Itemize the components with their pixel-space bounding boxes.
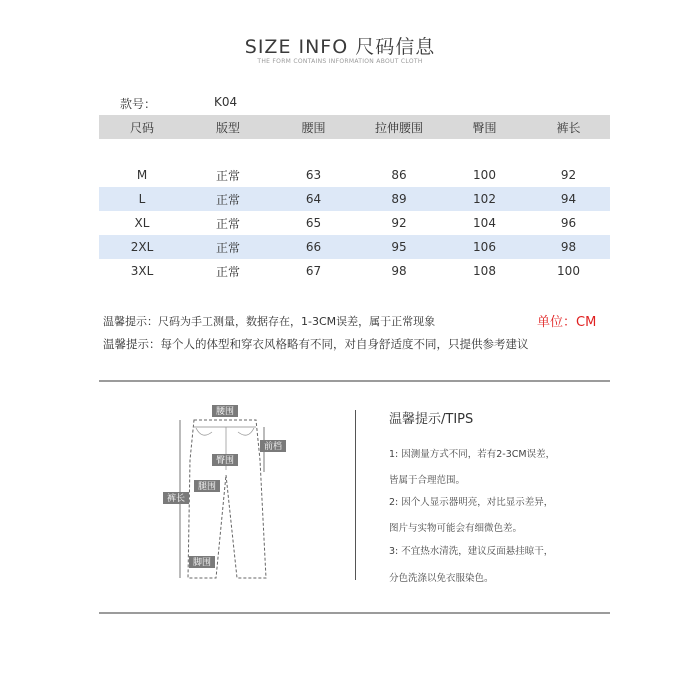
page-subtitle: THE FORM CONTAINS INFORMATION ABOUT CLOTH	[257, 58, 423, 65]
label-waist: 腰围	[215, 407, 235, 417]
table-header-row	[99, 115, 610, 139]
header-waist: 腰围	[301, 120, 326, 135]
cell-stretch-waist: 92	[391, 216, 407, 230]
pocket-right	[238, 428, 254, 435]
table-row	[99, 163, 610, 187]
table-row	[99, 187, 610, 211]
cell-size: M	[136, 168, 148, 182]
cell-waist: 67	[305, 264, 322, 278]
size-table	[99, 115, 610, 283]
header-fit: 版型	[215, 120, 240, 135]
pants-outline	[188, 420, 266, 578]
tip-line: 皆属于合理范围。	[389, 475, 466, 486]
table-spacer	[99, 139, 610, 163]
cell-length: 94	[560, 192, 577, 206]
cell-size: L	[138, 192, 146, 206]
header-hip: 臀围	[472, 120, 497, 135]
pants-diagram	[160, 400, 300, 580]
table-row	[99, 259, 610, 283]
unit-label: 单位：CM	[537, 315, 597, 330]
cell-fit: 正常	[215, 216, 240, 231]
note-measurement: 温馨提示：尺码为手工测量，数据存在，1-3CM误差，属于正常现象	[103, 315, 436, 328]
model-label: 款号：	[120, 97, 157, 111]
cell-fit: 正常	[215, 240, 240, 255]
pocket-left	[196, 428, 212, 435]
cell-waist: 64	[305, 192, 322, 206]
header-size: 尺码	[129, 120, 154, 135]
cell-hip: 102	[473, 192, 496, 206]
note-fit: 温馨提示：每个人的体型和穿衣风格略有不同，对自身舒适度不同，只提供参考建议	[103, 337, 529, 351]
label-hip: 臀围	[215, 456, 235, 466]
header-length: 裤长	[556, 120, 581, 135]
cell-stretch-waist: 98	[391, 264, 407, 278]
cell-length: 96	[560, 216, 577, 230]
cell-fit: 正常	[215, 264, 240, 279]
label-length: 裤长	[166, 494, 186, 504]
divider-top	[99, 380, 610, 382]
cell-hip: 106	[473, 240, 496, 254]
table-row	[99, 211, 610, 235]
cell-fit: 正常	[215, 168, 240, 183]
cell-length: 98	[560, 240, 577, 254]
model-value: K04	[214, 95, 238, 109]
label-thigh: 腿围	[197, 482, 217, 492]
tip-line: 2: 因个人显示器明亮，对比显示差异，	[389, 497, 554, 508]
cell-stretch-waist: 89	[391, 192, 407, 206]
cell-hip: 108	[473, 264, 496, 278]
cell-hip: 104	[473, 216, 496, 230]
cell-fit: 正常	[215, 192, 240, 207]
cell-length: 92	[560, 168, 577, 182]
cell-length: 100	[557, 264, 580, 278]
cell-size: 3XL	[130, 264, 154, 278]
cell-hip: 100	[473, 168, 496, 182]
tip-line: 1: 因测量方式不同，若有2-3CM误差，	[389, 449, 556, 460]
divider-vertical	[355, 410, 356, 580]
cell-stretch-waist: 86	[391, 168, 407, 182]
tip-line: 3: 不宜热水清洗，建议反面悬挂晾干，	[389, 546, 554, 557]
tips-title: 温馨提示/TIPS	[389, 412, 474, 427]
label-hem: 脚围	[192, 558, 212, 568]
cell-waist: 65	[305, 216, 322, 230]
divider-bottom	[99, 612, 610, 614]
cell-size: 2XL	[130, 240, 154, 254]
label-rise: 前档	[263, 442, 283, 452]
cell-size: XL	[134, 216, 150, 230]
cell-waist: 63	[305, 168, 322, 182]
cell-waist: 66	[305, 240, 322, 254]
header-stretch-waist: 拉伸腰围	[374, 120, 423, 135]
cell-stretch-waist: 95	[391, 240, 407, 254]
table-row	[99, 235, 610, 259]
tip-line: 分色洗涤以免衣服染色。	[389, 573, 494, 584]
tip-line: 图片与实物可能会有细微色差。	[389, 523, 523, 534]
page-title: SIZE INFO 尺码信息	[244, 36, 436, 58]
